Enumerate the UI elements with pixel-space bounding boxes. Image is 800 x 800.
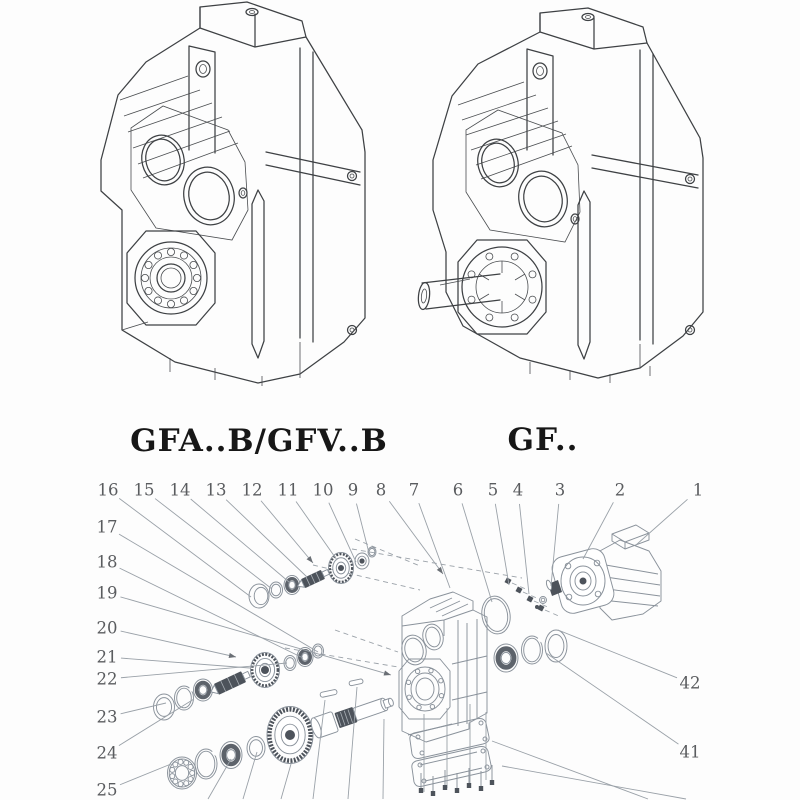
bearing	[194, 679, 213, 701]
snap-ring	[195, 749, 217, 779]
helical-gear-output	[267, 707, 313, 764]
intermediate-pinion-shaft	[209, 671, 250, 696]
callout-2	[583, 481, 625, 560]
housing-bolt-hole	[406, 680, 410, 684]
output-shaft	[309, 691, 396, 739]
retaining-ring	[313, 644, 324, 658]
snap-ring	[522, 636, 543, 664]
cover-bolts	[419, 765, 494, 796]
gearbox-drawing-gf	[417, 8, 703, 383]
leader-arrowhead	[437, 567, 443, 574]
ball-bearing	[168, 757, 197, 789]
leader-line	[120, 597, 391, 675]
callout-21	[97, 648, 251, 669]
leader-line	[356, 504, 369, 553]
lock-nut	[355, 553, 369, 569]
leader-line	[296, 501, 337, 560]
flange-bolt-hole	[486, 314, 493, 321]
callout-25	[97, 764, 172, 800]
shim-ring	[545, 630, 567, 662]
callout-number-10: 10	[312, 480, 334, 500]
gearbox-drawing-gfab-gfv	[101, 2, 365, 386]
callout-number-16: 16	[97, 480, 119, 500]
callout-18	[97, 553, 304, 659]
cover-bolt	[479, 771, 483, 791]
rib-bar-left	[252, 190, 264, 358]
leader-line	[495, 504, 509, 585]
cover-bolt	[455, 773, 459, 793]
housing-bolt-hole	[439, 693, 443, 697]
flange-bolt-hole	[511, 253, 518, 260]
leader-line	[546, 653, 678, 744]
leader-line	[419, 503, 450, 588]
callout-number-5: 5	[487, 480, 499, 500]
input-bores-right	[473, 135, 573, 232]
bearing	[284, 576, 300, 595]
bearing-roller	[145, 287, 152, 294]
callout-14	[170, 481, 290, 583]
callout-number-20: 20	[96, 618, 118, 638]
callout-number-11: 11	[277, 480, 299, 500]
bearing-roller	[154, 252, 161, 259]
cutoff-leader-line	[208, 759, 231, 799]
flange-bolt-hole	[511, 314, 518, 321]
bearing-roller	[167, 300, 174, 307]
callout-7	[409, 481, 450, 589]
motor	[549, 525, 661, 620]
callout-number-24: 24	[96, 743, 118, 763]
bearing-roller	[141, 274, 148, 281]
leader-line	[121, 631, 236, 657]
output-flange-gf	[458, 240, 546, 334]
helical-gear-stage2	[251, 653, 280, 688]
flange-bolt-hole	[529, 296, 536, 303]
cutoff-leader-line	[243, 752, 257, 799]
flange-screw	[515, 586, 539, 599]
callout-5	[488, 481, 509, 586]
housing-bolt-hole	[407, 695, 411, 699]
leader-arrowhead	[229, 653, 236, 658]
leader-line	[119, 498, 251, 597]
housing-bolt-hole	[417, 705, 421, 709]
horizontal-strap-right	[592, 155, 698, 188]
helical-gear-stage1	[329, 553, 354, 584]
housing-bolt-hole	[429, 668, 433, 672]
input-pinion-shaft	[296, 570, 330, 590]
end-cap	[249, 584, 269, 608]
callout-9	[348, 481, 369, 554]
bearing-roller	[180, 252, 187, 259]
callout-number-17: 17	[96, 517, 118, 537]
flange-bolt-hole	[486, 253, 493, 260]
leader-line	[462, 503, 492, 602]
callout-number-3: 3	[554, 480, 566, 500]
callout-number-15: 15	[133, 480, 155, 500]
callout-number-22: 22	[96, 669, 118, 689]
leader-line	[261, 501, 313, 563]
shim-ring	[154, 694, 175, 720]
leader-line	[519, 504, 529, 594]
callout-number-19: 19	[96, 583, 118, 603]
callout-number-6: 6	[452, 480, 464, 500]
callout-number-41: 41	[679, 742, 701, 762]
leader-line	[329, 503, 356, 562]
callout-number-9: 9	[347, 480, 359, 500]
leader-line	[389, 501, 443, 574]
callout-number-13: 13	[205, 480, 227, 500]
callout-19	[97, 584, 392, 676]
leader-line	[226, 500, 307, 577]
model-label-gfab-gfv: GFA..B/GFV..B	[130, 423, 388, 459]
model-label-gf: GF..	[507, 422, 579, 458]
cutoff-leader-line	[348, 687, 357, 799]
leader-arrowhead	[384, 671, 391, 676]
seal-ring	[270, 582, 283, 598]
callout-number-18: 18	[96, 552, 118, 572]
bearing-roller	[190, 261, 197, 268]
callout-layer	[97, 481, 704, 800]
cutoff-leader-line	[502, 766, 686, 799]
flange-bolt-hole	[529, 271, 536, 278]
cover-bolt	[443, 770, 447, 790]
vertical-strap-left	[300, 48, 313, 342]
leader-line	[558, 630, 677, 678]
callout-number-1: 1	[692, 480, 704, 500]
callout-number-42: 42	[679, 673, 701, 693]
output-bearing	[494, 644, 518, 672]
callout-number-7: 7	[408, 480, 420, 500]
leader-line	[121, 658, 250, 668]
callout-number-23: 23	[96, 707, 118, 727]
callout-number-2: 2	[614, 480, 626, 500]
bearing-roller	[145, 261, 152, 268]
callout-1	[636, 481, 703, 546]
flange-gasket-ring	[479, 594, 513, 636]
callout-number-4: 4	[512, 480, 524, 500]
input-coupling	[535, 580, 562, 609]
housing-bolt-hole	[439, 679, 443, 683]
cutoff-leader-line	[492, 741, 648, 799]
callout-number-21: 21	[96, 647, 118, 667]
cutoff-leader-line	[383, 719, 384, 799]
flange-screw	[537, 604, 561, 617]
leader-line	[191, 499, 289, 582]
callout-41	[546, 653, 701, 762]
rib-bar-right	[578, 191, 590, 359]
cutoff-leader-line	[313, 700, 325, 799]
bearing-roller	[154, 297, 161, 304]
leader-line	[121, 703, 166, 714]
bearing-roller	[190, 287, 197, 294]
callout-number-14: 14	[169, 480, 191, 500]
callout-number-12: 12	[241, 480, 263, 500]
housing-bolt-hole	[415, 669, 419, 673]
output-bearing-left	[127, 231, 215, 325]
exploded-parts-diagram	[97, 481, 704, 800]
cover-bolt	[419, 773, 423, 793]
vertical-strap-right	[640, 50, 653, 344]
callout-number-8: 8	[375, 480, 387, 500]
callout-number-25: 25	[96, 780, 118, 800]
callout-6	[453, 481, 492, 603]
bearing-roller	[193, 274, 200, 281]
leader-line	[120, 764, 171, 785]
housing-bolt-hole	[430, 704, 434, 708]
callout-17	[97, 518, 319, 653]
cutoff-leader-line	[281, 764, 291, 799]
oil-seal	[220, 742, 242, 769]
leader-line	[636, 499, 688, 545]
terminal-box	[612, 525, 649, 549]
bearing-roller	[180, 297, 187, 304]
bearing-roller	[167, 248, 174, 255]
leader-line	[155, 499, 272, 589]
flange-bolt-hole	[468, 296, 475, 303]
callout-42	[558, 630, 701, 693]
snap-ring	[175, 686, 194, 710]
